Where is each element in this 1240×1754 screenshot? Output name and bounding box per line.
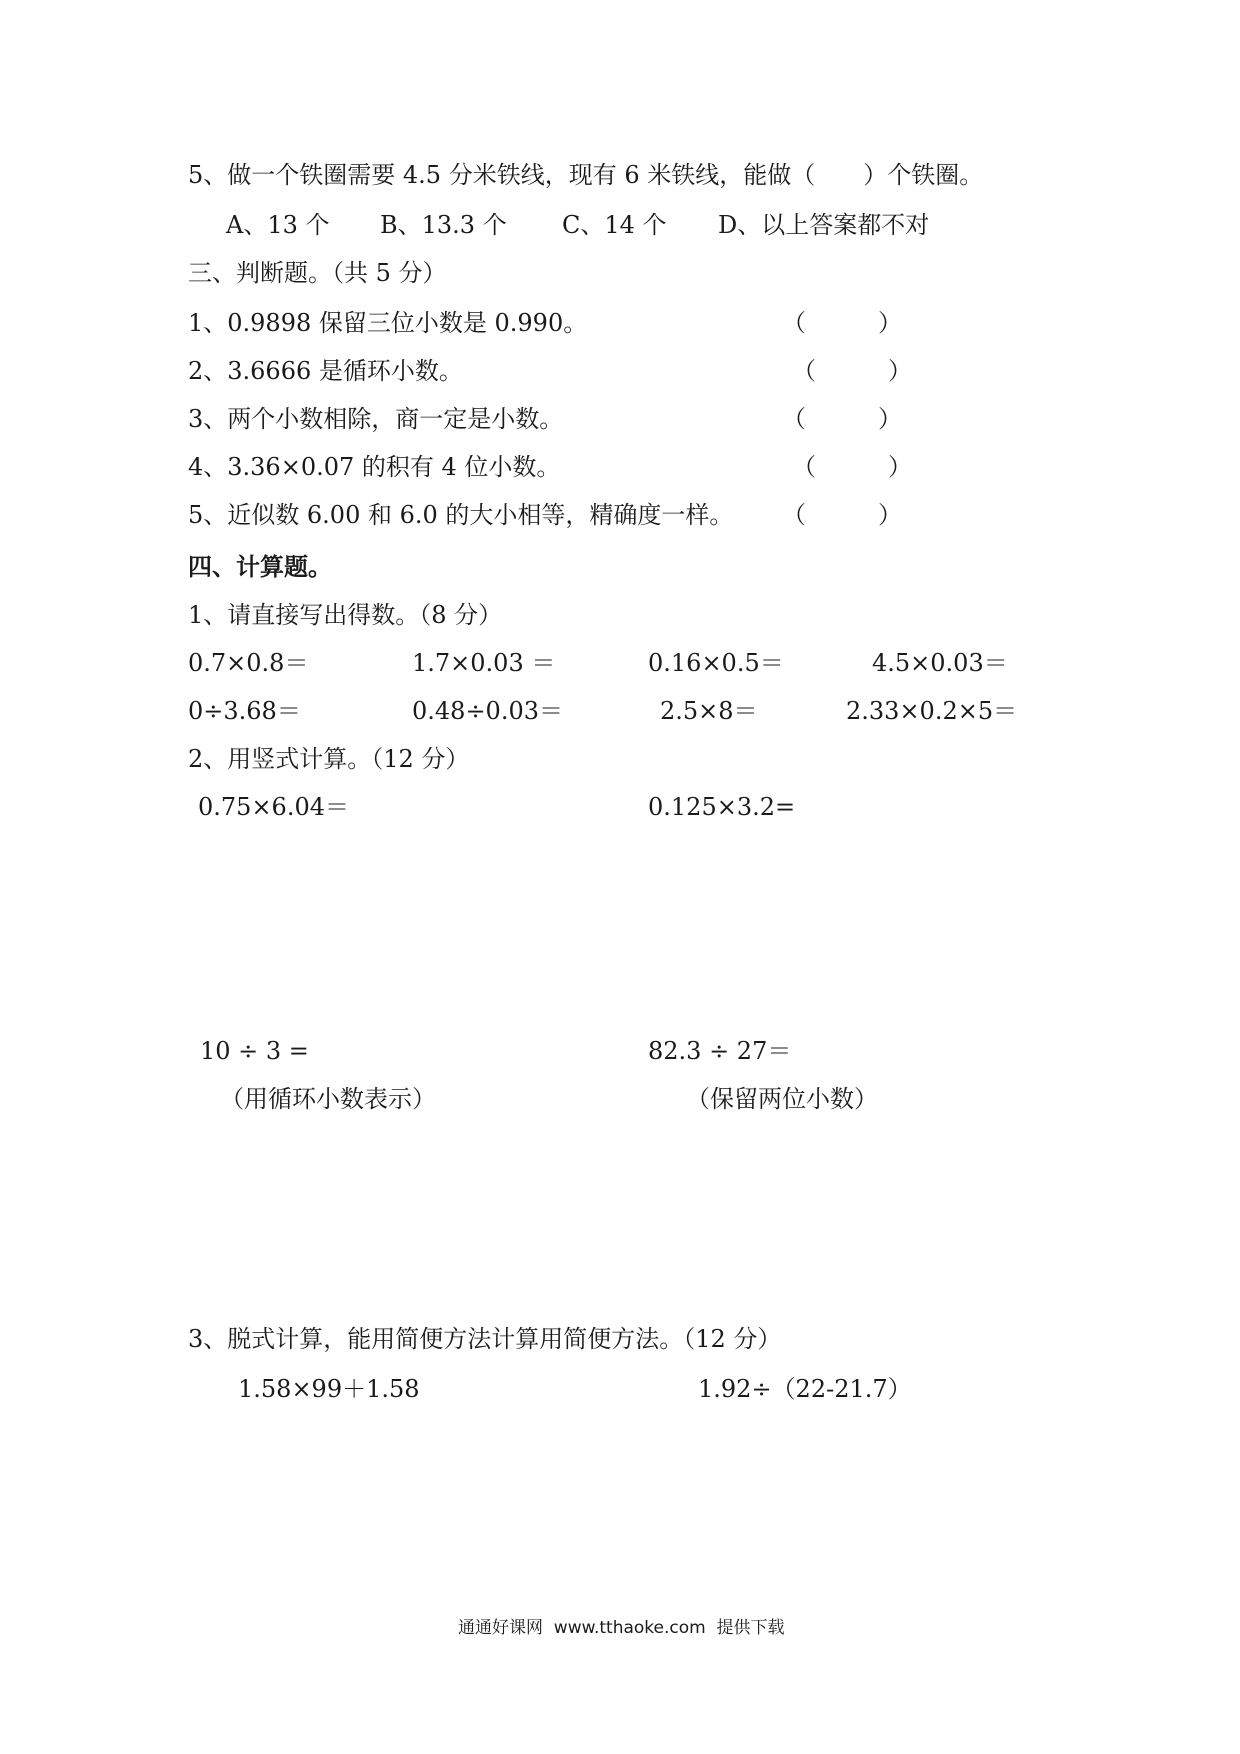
judge-bracket-2: （ ） <box>792 357 912 385</box>
oral-calc-3: 0.16×0.5＝ <box>648 649 784 677</box>
oral-calc-8: 2.33×0.2×5＝ <box>846 697 1018 725</box>
judge-bracket-3: （ ） <box>782 405 902 433</box>
option-a: A、13 个 <box>226 211 330 239</box>
section-3-title: 三、判断题。（共 5 分） <box>188 259 447 287</box>
part-3-title: 3、脱式计算，能用简便方法计算用简便方法。（12 分） <box>188 1325 782 1353</box>
vertical-calc-3: 10 ÷ 3 = <box>200 1037 309 1065</box>
oral-calc-7: 2.5×8＝ <box>660 697 758 725</box>
judge-item-2: 2、3.6666 是循环小数。 <box>188 357 463 385</box>
option-b: B、13.3 个 <box>380 211 507 239</box>
oral-calc-5: 0÷3.68＝ <box>188 697 301 725</box>
oral-calc-4: 4.5×0.03＝ <box>872 649 1008 677</box>
option-c: C、14 个 <box>562 211 667 239</box>
question-5-stem: 5、做一个铁圈需要 4.5 分米铁线，现有 6 米铁线，能做（ ）个铁圈。 <box>188 161 984 189</box>
judge-item-5: 5、近似数 6.00 和 6.0 的大小相等，精确度一样。 <box>188 501 734 529</box>
vertical-calc-4: 82.3 ÷ 27＝ <box>648 1037 792 1065</box>
section-4-title: 四、计算题。 <box>188 552 332 581</box>
stepwise-calc-1: 1.58×99＋1.58 <box>238 1375 420 1403</box>
oral-calc-6: 0.48÷0.03＝ <box>412 697 563 725</box>
judge-bracket-1: （ ） <box>782 309 902 337</box>
judge-bracket-5: （ ） <box>782 501 902 529</box>
oral-calc-2: 1.7×0.03 ＝ <box>412 649 556 677</box>
vertical-calc-3-note: （用循环小数表示） <box>220 1085 436 1113</box>
vertical-calc-2: 0.125×3.2= <box>648 793 796 821</box>
footer-credit: 通通好课网 www.tthaoke.com 提供下载 <box>458 1618 785 1638</box>
judge-item-4: 4、3.36×0.07 的积有 4 位小数。 <box>188 453 561 481</box>
stepwise-calc-2: 1.92÷（22-21.7） <box>698 1375 912 1403</box>
option-d: D、以上答案都不对 <box>718 211 930 239</box>
vertical-calc-1: 0.75×6.04＝ <box>198 793 349 821</box>
vertical-calc-4-note: （保留两位小数） <box>686 1085 878 1113</box>
judge-item-1: 1、0.9898 保留三位小数是 0.990。 <box>188 309 588 337</box>
oral-calc-1: 0.7×0.8＝ <box>188 649 309 677</box>
judge-bracket-4: （ ） <box>792 453 912 481</box>
part-2-title: 2、用竖式计算。（12 分） <box>188 745 470 773</box>
part-1-title: 1、请直接写出得数。（8 分） <box>188 601 503 629</box>
judge-item-3: 3、两个小数相除，商一定是小数。 <box>188 405 564 433</box>
